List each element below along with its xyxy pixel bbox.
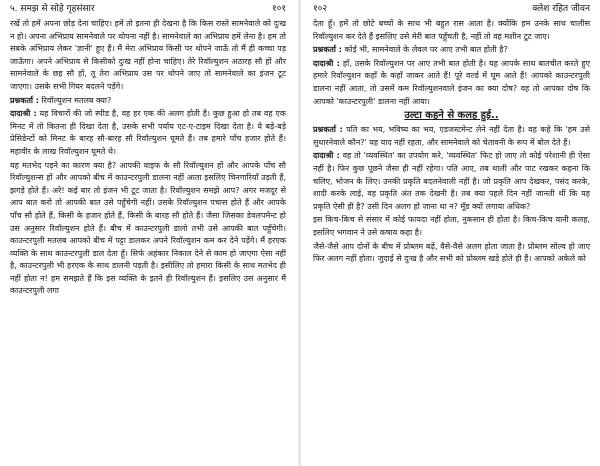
right-page-header bbox=[313, 4, 590, 18]
paragraph: देता हूँ। हमें तो छोटे बच्चों के साथ भी बहुत रास आता है। क्योंकि हम उनके साथ चालीस रिवॉल्युशन कर देते हैं इसलिए उसे मेरी बात पहुँचती है, नहीं तो वह मशीन टूट जाए। bbox=[313, 19, 590, 41]
right-page-number: १०२ bbox=[313, 4, 328, 14]
left-page-header bbox=[10, 4, 286, 18]
paragraph: इस किच-किच से संसार में कोई फायदा नहीं होता, नुकसान ही होता है। किच-किच यानी कलह, इसलिए भगवान ने उसे कषाय कहा है। bbox=[313, 215, 590, 237]
paragraph: प्रश्नकर्ता : कोई भी, सामनेवाले के लेवल पर आए तभी बात होती है? bbox=[313, 45, 508, 55]
book-gutter bbox=[298, 0, 301, 466]
speaker-label: दादाश्री : bbox=[313, 151, 340, 161]
right-page-body bbox=[313, 18, 590, 266]
paragraph: प्रश्नकर्ता : रिवॉल्युशन मतलब क्या? bbox=[10, 95, 112, 105]
left-running-title: ५. समझ से सोहे गृहसंसार bbox=[10, 4, 95, 14]
left-page bbox=[0, 0, 296, 466]
paragraph: दादाश्री : वह तो 'व्यवस्थित' का उपयोग करे, 'व्यवस्थित' फिट हो जाए तो कोई परेशानी ही ऐसा नहीं है। फिर कुछ पूछने जैसा ही नहीं रहेगा। पति आए, तब थाली और पाट रखकर कहना कि चलिए, भोजन के लिए। उनकी प्रकृति बदलनेवाली नहीं है। जो प्रकृति आप देखकर, पसंद करके, शादी करके लाई, वह प्रकृति अंत तक देखनी है। तब क्या पहले दिन नहीं जानती थीं कि यह प्रकृति ऐसी ही है? उसी दिन अलग हो जाना था न? मूँड क्यों लगाया अधिक? bbox=[313, 151, 590, 211]
speaker-label: प्रश्नकर्ता : bbox=[313, 125, 343, 135]
speaker-label: दादाश्री : bbox=[10, 109, 37, 119]
speaker-label: दादाश्री : bbox=[313, 58, 340, 68]
paragraph: दादाश्री : हाँ, उसके रिवॉल्युशन पर आए तभी बात होती है। यह आपके साथ बातचीत करते हुए हमारे रिवॉल्युशन कहाँ के कहाँ जाकर आते हैं! पूरे वर्ल्ड में घूम आते हैं! आपको काउन्टरपुली डालना नहीं आता, तो उसमें कम रिवॉल्युशनवाले इंजन का क्या दोष? वह तो आपका दोष कि आपको 'काउन्टरपुली' डालना नहीं आया। bbox=[313, 58, 590, 106]
left-page-body bbox=[10, 18, 286, 298]
left-page-number: १०१ bbox=[271, 4, 286, 14]
paragraph: यह मतभेद पड़ने का कारण क्या है? आपकी वाइफ के सौ रिवॉल्युशन हों और आपके पाँच सौ रिवॉल्युशन्स हों और आपको बीच में काउन्टरपुली डालना नहीं आता इसलिए चिनगारियाँ उड़ती हैं, झगड़े होते हैं। अरे! कई बार तो इंजन भी टूट जाता है। रिवॉल्युशन समझे आप? अगर मजदूर से आप बात करो तो आपकी बात उसे पहुँचेगी नहीं। उसके रिवॉल्युशन पचास होते हैं और आपके पाँच सौ होते हैं, किसी के हजार होते हैं, किसी के बारह सौ होते हैं। जैसा जिसका डेवलपमेन्ट हो उस अनुसार रिवॉल्युशन होते हैं। बीच में काउन्टरपुली डालो तभी उसे आपकी बात पहुँचेगी। काउन्टरपुली मतलब आपको बीच में पट्टा डालकर अपने रिवॉल्युशन कम कर देने पड़ेंगे। मैं हरएक व्यक्ति के साथ काउन्टरपुली डाल देता हूँ। सिर्फ अहंकार निकाल देने से काम हो जाएगा ऐसा नहीं है, काउन्टरपुली भी हरएक के साथ डालनी पड़ती है। इसीलिए तो हमारा किसी के साथ मतभेद ही नहीं होता न! हम समझते हैं कि इस व्यक्ति के इतने ही रिवॉल्युशन हैं। इसलिए उस अनुसार मैं काउन्टरपुली लगा bbox=[10, 160, 286, 296]
speaker-label: प्रश्नकर्ता : bbox=[313, 45, 342, 55]
paragraph: जैसे-जैसे आप दोनों के बीच में प्रोब्लम बढ़ें, वैसे-वैसे अलग होता जाता है। प्रोब्लम सोल्व हो जाए फिर अलग नहीं होता। जुदाई से दुःख है और सभी को प्रोब्लम खड़े होते ही हैं। आपको अकेले को bbox=[313, 241, 590, 264]
paragraph: रखें तो हमें अपना छोड़ देना चाहिए। हमें तो इतना ही देखना है कि किस रास्ते सामनेवाले को दुःख न हो। अपना अभिप्राय सामनेवाले पर थोपना नहीं है। सामनेवाले का अभिप्राय हमें लेना है। हम तो सबके अभिप्राय लेकर 'ज्ञानी' हुए हैं। मैं मेरा अभिप्राय किसी पर थोपने जाऊँ तो मैं ही कच्चा पड़ जाऊँगा। अपने अभिप्राय से किसीको दुःख नहीं होना चाहिए। तेरे रिवॉल्युशन अठारह सौ हों और सामनेवाले के छह सौ हों, तू तेरा अभिप्राय उस पर थोपने जाए तो सामनेवाले का इंजन टूट जाएगा। उसके सभी गियर बदलने पड़ेंगे। bbox=[10, 19, 286, 91]
speaker-label: प्रश्नकर्ता : bbox=[10, 95, 39, 105]
paragraph: दादाश्री : यह विचारों की जो स्पीड है, वह हर एक की अलग होती है। कुछ हुआ हो तब वह एक मिनट में तो कितना ही दिखा देता है, उसके सभी पर्याय एट-ए-टाइम दिखा देता है। ये बड़े-बड़े प्रेसिडेन्टों को मिनट के बारह सौ-बारह सौ रिवॉल्युशन घूमते हैं। तब हमारे पाँच हजार होते हैं। महावीर के लाख रिवॉल्युशन घूमते थे। bbox=[10, 109, 286, 156]
right-running-title: क्लेश रहित जीवन bbox=[532, 4, 590, 14]
right-page bbox=[303, 0, 600, 466]
section-heading: उल्टा कहने से कलह हुई.. bbox=[404, 110, 499, 122]
paragraph: प्रश्नकर्ता : पति का भय, भविष्य का भय, एडजस्टमेन्ट लेने नहीं देता है। वह कहे कि 'हम उसे सुधारनेवाले कौन?' यह याद नहीं रहता, और सामनेवाले को चेतावनी के रूप में बोल देते हैं। bbox=[313, 125, 591, 147]
